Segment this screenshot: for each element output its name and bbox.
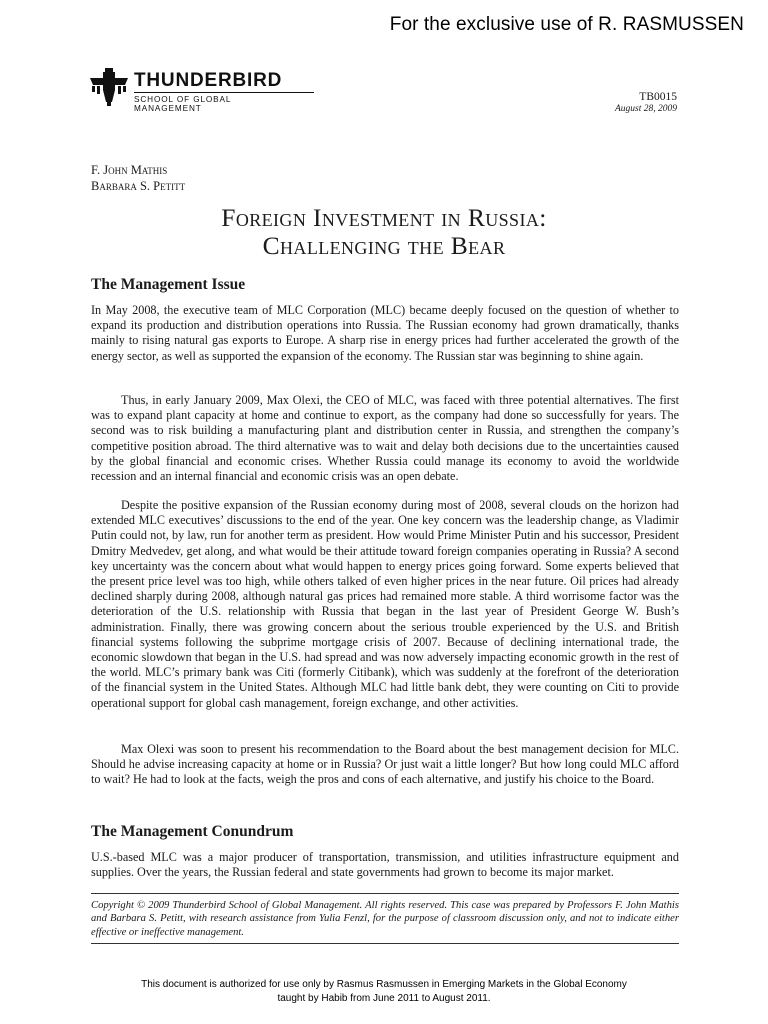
document-title: [80, 204, 688, 260]
case-identifier: [615, 90, 677, 116]
body-paragraph: Despite the positive expansion of the Russian economy during most of 2008, several clouds on the horizon had extended MLC executives’ discussions to the end of the year. One key concern was the leadership change, as Vladimir Putin could not, by law, run for another term as president. How would Prime Minister Putin and his successor, President Dmitry Medvedev, get along, and what would be their attitude toward foreign companies operating in Russia? A second key uncertainty was the concern about what would happen to energy prices going forward. Some experts believed that the present price level was too high, while others talked of even higher prices in the near future. Oil prices had already declined sharply during 2008, although natural gas prices had remained more stable. A third worrisome factor was the deterioration of the U.S. relationship with Russia that began in the last year of President George W. Bush’s administration. Finally, there was growing concern about the serious trouble experienced by the U.S. and British financial systems following the subprime mortgage crisis of 2007. Because of declining international trade, the economic slowdown that began in the U.S. had spread and was now adversely impacting economic growth in the rest of the world. MLC’s primary bank was Citi (formerly Citibank), which was suddenly at the forefront of the deterioration of the financial system in the United States. Although MLC had little bank debt, they were counting on Citi to provide operational support for global cash management, foreign exchange, and other activities.: [91, 498, 679, 710]
body-paragraph: In May 2008, the executive team of MLC Corporation (MLC) became deeply focused on the question of whether to expand its production and distribution operations into Russia. The Russian economy had grown dramatically, thanks mainly to rising natural gas exports to Europe. A sharp rise in energy prices had further accelerated the growth of the energy sector, as well as supported the expansion of the economy. The Russian star was beginning to shine again.: [91, 303, 679, 363]
section-heading: The Management Conundrum: [91, 823, 294, 840]
thunderbird-emblem-icon: [90, 68, 128, 106]
footnote-divider: [91, 943, 679, 944]
body-paragraph: U.S.-based MLC was a major producer of transportation, transmission, and utilities infrastructure equipment and supplies. Over the years, the Russian federal and state governments had grown to become its major market.: [91, 850, 679, 880]
exclusive-use-notice: For the exclusive use of R. RASMUSSEN: [389, 14, 744, 35]
author-name: Barbara S. Petitt: [91, 179, 186, 193]
author-name: F. John Mathis: [91, 163, 168, 177]
authorization-notice: [80, 978, 688, 1006]
case-date: August 28, 2009: [614, 104, 677, 115]
authorization-line: This document is authorized for use only by Rasmus Rasmussen in Emerging Markets in the Global Economy: [141, 979, 627, 990]
logo-subtitle: SCHOOL OF GLOBAL MANAGEMENT: [134, 95, 232, 113]
author-list: [91, 162, 185, 194]
authorization-line: taught by Habib from June 2011 to August 2011.: [277, 993, 491, 1004]
body-paragraph: Thus, in early January 2009, Max Olexi, the CEO of MLC, was faced with three potential alternatives. The first was to expand plant capacity at home and continue to export, as the company had done so successfully for years. The second was to risk building a manufacturing plant and distribution center in Russia, and strengthen the company’s competitive position abroad. The third alternative was to wait and delay both decisions due to the uncertainties caused by the global financial and economic crises. Whether Russia could manage its economy to avoid the worldwide recession and an internal financial and economic crisis was an open debate.: [91, 393, 679, 484]
body-paragraph: Max Olexi was soon to present his recommendation to the Board about the best management decision for MLC. Should he advise increasing capacity at home or in Russia? Or just wait a little longer? But how long could MLC afford to wait? He had to look at the facts, weigh the pros and cons of each alternative, and justify his choice to the Board.: [91, 742, 679, 787]
thunderbird-logo: [90, 68, 290, 113]
logo-name: THUNDERBIRD: [134, 70, 283, 91]
footnote-divider: [91, 893, 679, 894]
title-line: Challenging the Bear: [262, 231, 506, 260]
copyright-notice: Copyright © 2009 Thunderbird School of Global Management. All rights reserved. This case was prepared by Professors F. John Mathis and Barbara S. Petitt, with research assistance from Yulia Fenzl, for the purpose of classroom discussion only, and not to indicate either effective or ineffective management.: [91, 900, 679, 938]
section-heading: The Management Issue: [91, 276, 246, 293]
title-line: Foreign Investment in Russia:: [221, 203, 547, 232]
logo-divider: [134, 92, 314, 93]
case-code: TB0015: [639, 91, 677, 103]
